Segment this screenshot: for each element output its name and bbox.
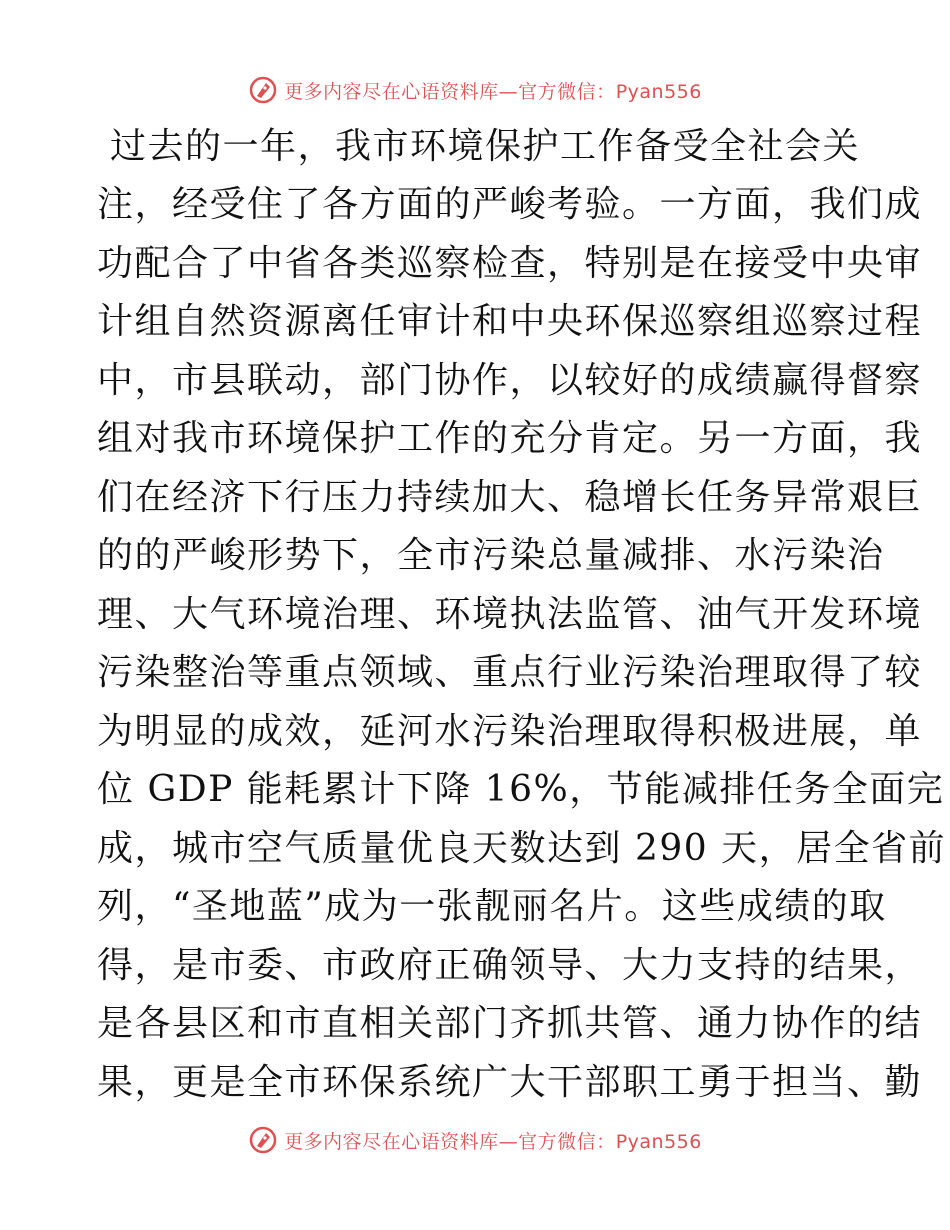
watermark-footer: [0, 1122, 950, 1158]
pen-nib-icon: [248, 75, 278, 105]
paragraph-line: 成，城市空气质量优良天数达到 290 天，居全省前: [97, 828, 947, 869]
paragraph-line: 为明显的成效，延河水污染治理取得积极进展，单: [97, 711, 923, 752]
paragraph-line: 得，是市委、市政府正确领导、大力支持的结果，: [97, 945, 923, 986]
watermark-account: Pyan556: [615, 80, 702, 103]
paragraph-line: 果，更是全市环保系统广大干部职工勇于担当、勤: [97, 1062, 923, 1103]
paragraph-line: 组对我市环境保护工作的充分肯定。另一方面，我: [97, 418, 923, 459]
paragraph-line: 位 GDP 能耗累计下降 16%，节能减排任务全面完: [97, 769, 945, 810]
pen-nib-icon: [248, 1125, 278, 1155]
watermark-text: [284, 77, 702, 104]
paragraph-line: 计组自然资源离任审计和中央环保巡察组巡察过程: [97, 301, 923, 342]
paragraph-line: 功配合了中省各类巡察检查，特别是在接受中央审: [97, 243, 923, 284]
watermark-account: Pyan556: [615, 1130, 702, 1153]
paragraph-line: 理、大气环境治理、环境执法监管、油气开发环境: [97, 594, 923, 635]
paragraph-line: 们在经济下行压力持续加大、稳增长任务异常艰巨: [97, 477, 923, 518]
watermark-header: [0, 72, 950, 108]
paragraph-line: 的的严峻形势下，全市污染总量减排、水污染治: [97, 535, 885, 576]
paragraph-line: 过去的一年，我市环境保护工作备受全社会关: [97, 126, 860, 167]
watermark-text: [284, 1127, 702, 1154]
watermark-account-label: 官方微信：: [518, 80, 616, 103]
watermark-prefix: 更多内容尽在心语资料库—: [284, 1130, 519, 1153]
paragraph-line: 列，“圣地蓝”成为一张靓丽名片。这些成绩的取: [97, 886, 887, 927]
paragraph-line: 污染整治等重点领域、重点行业污染治理取得了较: [97, 652, 923, 693]
paragraph-line: 是各县区和市直相关部门齐抓共管、通力协作的结: [97, 1003, 923, 1044]
paragraph-line: 中，市县联动，部门协作，以较好的成绩赢得督察: [97, 360, 923, 401]
watermark-prefix: 更多内容尽在心语资料库—: [284, 80, 519, 103]
paragraph-line: 注，经受住了各方面的严峻考验。一方面，我们成: [97, 184, 923, 225]
watermark-account-label: 官方微信：: [518, 1130, 616, 1153]
